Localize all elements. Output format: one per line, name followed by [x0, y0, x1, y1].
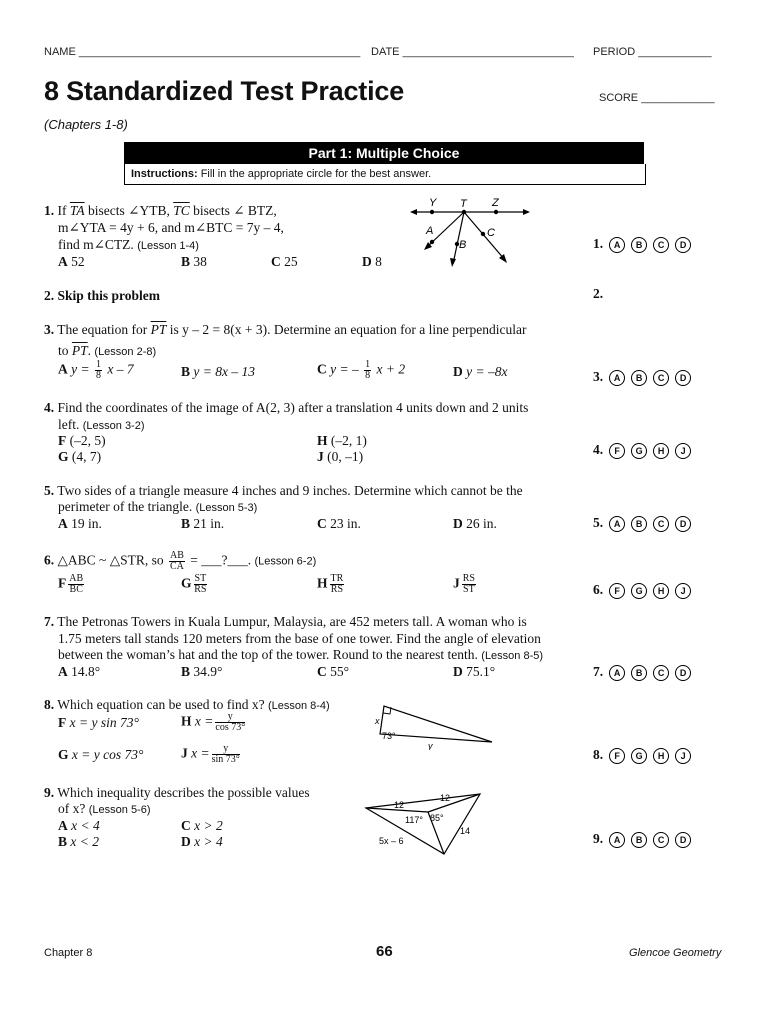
question-text: If — [57, 203, 67, 218]
score-blank: ____________ — [641, 92, 715, 104]
answer-row-1 — [593, 236, 691, 253]
segment-ta: $\overline{TA}$ — [69, 203, 85, 218]
arrow-icon — [450, 258, 456, 267]
label-angle: 117° — [405, 815, 423, 825]
answer-bubble[interactable]: G — [631, 583, 647, 599]
choice-text: y = 8x – 13 — [193, 364, 255, 379]
choice-letter: G — [58, 747, 69, 762]
lesson-reference: (Lesson 5-6) — [88, 804, 151, 816]
choice-letter: F — [58, 433, 67, 448]
answer-bubble[interactable]: C — [653, 516, 669, 532]
fraction-numerator: 1 — [95, 359, 101, 370]
choice-text: y = — [71, 361, 90, 377]
label-x: x — [375, 716, 380, 726]
fraction-denominator: BC — [69, 584, 83, 595]
fraction — [462, 574, 476, 595]
answer-bubble[interactable]: B — [631, 516, 647, 532]
score-field[interactable] — [599, 92, 715, 104]
choice-text: x = y sin 73° — [69, 715, 139, 730]
question-text: The equation for — [57, 322, 148, 337]
choice-text: x < 2 — [70, 834, 99, 849]
choice-f — [58, 574, 86, 595]
choice-letter: F — [58, 715, 67, 730]
choice-letter: J — [181, 745, 188, 761]
choice-h — [181, 712, 247, 733]
choice-letter: J — [317, 449, 324, 464]
question-text: m∠YTA = 4y + 6, and m∠BTC = 7y – 4, — [58, 220, 284, 235]
question-text: = ___?___. — [190, 552, 252, 568]
answer-number: 9. — [593, 831, 604, 846]
choice-text: 38 — [193, 254, 207, 269]
answer-number: 7. — [593, 664, 604, 679]
lesson-reference: (Lesson 6-2) — [254, 555, 317, 568]
answer-bubble[interactable]: B — [631, 832, 647, 848]
choice-b — [181, 254, 207, 271]
fraction — [68, 574, 84, 595]
answer-bubble[interactable]: G — [631, 748, 647, 764]
choice-letter: A — [58, 516, 68, 531]
choice-b — [181, 664, 222, 681]
label-y: Y — [429, 197, 437, 209]
fraction-denominator: cos 73° — [215, 722, 246, 733]
point-t — [462, 210, 466, 214]
answer-row-2 — [593, 286, 603, 302]
choice-letter: A — [58, 361, 68, 377]
choice-letter: D — [453, 664, 463, 679]
answer-bubble[interactable]: F — [609, 583, 625, 599]
answer-bubble[interactable]: B — [631, 665, 647, 681]
choice-j — [453, 574, 478, 595]
answer-bubble[interactable]: A — [609, 516, 625, 532]
question-text: perimeter of the triangle. — [58, 499, 193, 514]
choice-text: 52 — [71, 254, 85, 269]
question-text: The Petronas Towers in Kuala Lumpur, Malaysia, are 452 meters tall. A woman who is — [57, 614, 527, 629]
point-z — [494, 210, 498, 214]
fraction — [169, 551, 185, 572]
choice-letter: D — [453, 364, 463, 379]
answer-bubble[interactable]: A — [609, 832, 625, 848]
fraction-denominator: RS — [330, 584, 344, 595]
date-field[interactable] — [371, 46, 574, 58]
fraction — [215, 712, 245, 733]
date-blank: ____________________________ — [402, 46, 574, 58]
page-subtitle: (Chapters 1-8) — [44, 117, 128, 132]
answer-row-7 — [593, 664, 691, 681]
choice-b — [181, 364, 255, 381]
question-text: Two sides of a triangle measure 4 inches and 9 inches. Determine which cannot be the — [57, 483, 523, 498]
choice-letter: D — [362, 254, 372, 269]
ray-tc — [464, 212, 505, 260]
question-text: Which equation can be used to find x? — [57, 697, 265, 712]
label-angle: 73° — [382, 731, 396, 741]
arrow-icon — [499, 254, 507, 263]
question-text: △ABC ~ △STR, so — [57, 552, 164, 568]
choice-text: 26 in. — [466, 516, 497, 531]
answer-bubble[interactable]: D — [675, 237, 691, 253]
question-number: 8. — [44, 697, 55, 712]
choice-text: (0, –1) — [327, 449, 364, 464]
fraction — [212, 744, 240, 765]
choice-d — [453, 516, 497, 533]
label-angle: 85° — [430, 813, 444, 823]
fraction-numerator: AB — [69, 573, 84, 584]
name-label: NAME — [44, 46, 76, 58]
question-text: 1.75 meters tall stands 120 meters from the base of one tower. Find the angle of elevation — [58, 631, 541, 646]
label-a: A — [426, 225, 434, 237]
choice-text: (4, 7) — [71, 449, 102, 464]
choice-text: 8 — [375, 254, 382, 269]
question-text: find m∠CTZ. — [58, 237, 134, 252]
period-field[interactable] — [593, 46, 712, 58]
choice-letter: G — [58, 449, 69, 464]
choice-text: x = y cos 73° — [71, 747, 144, 762]
fraction-denominator: RS — [194, 584, 207, 595]
answer-bubble[interactable]: D — [675, 665, 691, 681]
label-side: 12 — [440, 793, 451, 803]
name-field[interactable] — [44, 46, 360, 58]
point-c — [481, 232, 485, 236]
date-label: DATE — [371, 46, 400, 58]
choice-c — [181, 818, 223, 835]
choice-text: y = –8x — [466, 364, 508, 379]
choice-f — [58, 433, 106, 450]
question-number: 6. — [44, 552, 55, 568]
answer-bubble[interactable]: G — [631, 443, 647, 459]
choice-a — [58, 516, 102, 533]
choice-letter: C — [317, 516, 327, 531]
question-2 — [44, 288, 160, 305]
choice-a — [58, 818, 100, 835]
right-triangle-figure — [372, 700, 498, 750]
answer-bubble[interactable]: D — [675, 370, 691, 386]
point-a — [430, 240, 434, 244]
answer-bubble[interactable]: J — [675, 443, 691, 459]
answer-bubble[interactable]: C — [653, 832, 669, 848]
answer-row-8 — [593, 747, 691, 764]
question-text: Skip this problem — [57, 288, 161, 303]
choice-d — [453, 664, 495, 681]
answer-number: 2. — [593, 286, 604, 301]
fraction — [194, 574, 208, 595]
fraction-numerator: RS — [462, 573, 475, 584]
choice-text: x = — [194, 713, 214, 729]
footer-chapter: Chapter 8 — [44, 947, 93, 959]
fraction-denominator: 8 — [365, 370, 371, 381]
answer-bubble[interactable]: C — [653, 370, 669, 386]
answer-number: 8. — [593, 747, 604, 762]
score-label: SCORE — [599, 92, 639, 104]
choice-letter: G — [181, 575, 192, 591]
quadrilateral-figure — [362, 786, 492, 858]
fraction-numerator: 1 — [365, 359, 371, 370]
choice-letter: H — [181, 713, 192, 729]
arrow-right-icon — [523, 209, 530, 215]
choice-text: 23 in. — [330, 516, 361, 531]
lesson-reference: (Lesson 8-4) — [267, 700, 330, 712]
choice-letter: D — [181, 834, 191, 849]
question-number: 9. — [44, 785, 55, 800]
question-5 — [44, 483, 523, 500]
instructions-label: Instructions: — [131, 168, 198, 180]
lesson-reference: (Lesson 8-5) — [481, 650, 544, 662]
answer-bubble[interactable]: D — [675, 516, 691, 532]
question-9 — [44, 785, 310, 802]
label-b: B — [459, 239, 467, 251]
answer-number: 3. — [593, 369, 604, 384]
answer-bubble[interactable]: H — [653, 748, 669, 764]
choice-text: y = – — [330, 361, 359, 377]
choice-a — [58, 664, 100, 681]
choice-letter: B — [181, 664, 191, 679]
lesson-reference: (Lesson 3-2) — [82, 420, 145, 432]
choice-g — [58, 747, 143, 764]
choice-letter: H — [317, 575, 328, 591]
answer-bubble[interactable]: H — [653, 583, 669, 599]
question-text: left. — [58, 417, 80, 432]
answer-bubble[interactable]: D — [675, 832, 691, 848]
question-text-line — [58, 417, 145, 435]
angle-bisector-figure — [400, 192, 535, 272]
answer-bubble[interactable]: B — [631, 237, 647, 253]
choice-c — [271, 254, 298, 271]
choice-text: x + 2 — [376, 361, 406, 377]
choice-j — [181, 744, 242, 765]
question-text-line — [58, 499, 257, 517]
lesson-reference: (Lesson 1-4) — [137, 240, 199, 252]
footer-publisher: Glencoe Geometry — [629, 947, 722, 959]
fraction-numerator: y — [212, 744, 240, 755]
instructions-text: Fill in the appropriate circle for the best answer. — [200, 168, 432, 180]
choice-letter: B — [181, 254, 191, 269]
choice-j — [317, 449, 363, 466]
part-heading: Part 1: Multiple Choice — [124, 142, 644, 164]
answer-bubble[interactable]: C — [653, 665, 669, 681]
answer-bubble[interactable]: F — [609, 748, 625, 764]
answer-number: 6. — [593, 582, 604, 597]
question-1 — [44, 203, 277, 220]
segment-pt: $\overline{PT}$ — [150, 322, 167, 337]
choice-d — [181, 834, 223, 851]
question-number: 3. — [44, 322, 55, 337]
answer-bubble[interactable]: B — [631, 370, 647, 386]
choice-text: 14.8° — [71, 664, 101, 679]
answer-number: 5. — [593, 515, 604, 530]
question-number: 5. — [44, 483, 55, 498]
choice-text: x < 4 — [71, 818, 100, 833]
choice-text: x > 2 — [194, 818, 223, 833]
choice-text: x = — [191, 745, 210, 761]
choice-g — [58, 449, 101, 466]
choice-c — [317, 360, 405, 381]
choice-letter: D — [453, 516, 463, 531]
answer-row-6 — [593, 582, 691, 599]
fraction-numerator: AB — [169, 550, 184, 561]
question-text: to — [58, 343, 69, 358]
period: . — [87, 343, 92, 358]
choice-c — [317, 664, 349, 681]
choice-f — [58, 715, 139, 732]
question-text: between the woman’s hat and the top of the tower. Round to the nearest tenth. — [58, 647, 478, 662]
choice-letter: A — [58, 254, 68, 269]
question-6 — [44, 551, 316, 572]
label-side: 5x – 6 — [379, 836, 404, 846]
question-number: 2. — [44, 288, 55, 303]
answer-number: 4. — [593, 442, 604, 457]
answer-bubble[interactable]: A — [609, 237, 625, 253]
triangle — [380, 706, 492, 742]
answer-row-4 — [593, 442, 691, 459]
label-side: 14 — [460, 826, 471, 836]
fraction-numerator: ST — [194, 573, 207, 584]
choice-text: x – 7 — [107, 361, 134, 377]
answer-bubble[interactable]: J — [675, 583, 691, 599]
choice-text: 25 — [284, 254, 298, 269]
choice-letter: J — [453, 575, 460, 591]
question-text: is y – 2 = 8(x + 3). Determine an equation for a line perpendicular — [169, 322, 527, 337]
choice-letter: H — [317, 433, 328, 448]
question-text-line — [58, 801, 151, 819]
fraction-numerator: TR — [330, 573, 344, 584]
label-c: C — [487, 227, 495, 239]
choice-text: (–2, 1) — [330, 433, 367, 448]
period-label: PERIOD — [593, 46, 636, 58]
question-7 — [44, 614, 527, 631]
label-t: T — [460, 198, 467, 210]
period-blank: ____________ — [638, 46, 712, 58]
answer-bubble[interactable]: A — [609, 665, 625, 681]
choice-letter: C — [271, 254, 281, 269]
answer-row-3 — [593, 369, 691, 386]
answer-row-5 — [593, 515, 691, 532]
choice-g — [181, 574, 209, 595]
point-y — [430, 210, 434, 214]
question-number: 4. — [44, 400, 55, 415]
page-number: 66 — [376, 943, 393, 960]
answer-bubble[interactable]: C — [653, 237, 669, 253]
choice-letter: B — [58, 834, 68, 849]
question-3 — [44, 322, 527, 339]
choice-d — [453, 364, 507, 381]
choice-text: (–2, 5) — [69, 433, 106, 448]
question-text-line — [58, 647, 543, 665]
choice-h — [317, 574, 346, 595]
lesson-reference: (Lesson 5-3) — [195, 502, 258, 514]
segment-pt: $\overline{PT}$ — [71, 343, 88, 358]
question-4 — [44, 400, 528, 417]
choice-b — [58, 834, 99, 851]
choice-letter: C — [317, 361, 327, 377]
question-text: bisects ∠ BTZ, — [193, 203, 277, 218]
choice-letter: A — [58, 818, 68, 833]
label-side: 12 — [394, 800, 405, 810]
lesson-reference: (Lesson 2-8) — [94, 346, 157, 358]
choice-d — [362, 254, 382, 271]
question-number: 1. — [44, 203, 55, 218]
choice-letter: F — [58, 575, 67, 591]
answer-bubble[interactable]: H — [653, 443, 669, 459]
choice-text: 21 in. — [193, 516, 225, 531]
choice-c — [317, 516, 361, 533]
fraction — [330, 574, 345, 595]
choice-text: x > 4 — [194, 834, 223, 849]
fraction — [364, 360, 371, 381]
fraction-denominator: CA — [169, 561, 184, 572]
answer-bubble[interactable]: A — [609, 370, 625, 386]
fraction — [95, 360, 102, 381]
fraction-denominator: sin 73° — [211, 754, 240, 765]
answer-bubble[interactable]: F — [609, 443, 625, 459]
question-text-line — [58, 237, 199, 255]
question-number: 7. — [44, 614, 55, 629]
choice-letter: A — [58, 664, 68, 679]
fraction-denominator: 8 — [95, 370, 101, 381]
name-blank: ______________________________________________ — [78, 46, 361, 58]
choice-text: 34.9° — [193, 664, 223, 679]
question-text: Find the coordinates of the image of A(2, 3) after a translation 4 units down and 2 units — [57, 400, 529, 415]
label-z: Z — [492, 197, 499, 209]
label-y: y — [428, 741, 433, 750]
choice-text: 75.1° — [466, 664, 496, 679]
choice-h — [317, 433, 367, 450]
page-title: 8 Standardized Test Practice — [44, 76, 405, 106]
choice-letter: B — [181, 516, 191, 531]
arrow-left-icon — [410, 209, 417, 215]
choice-a — [58, 254, 85, 271]
choice-letter: B — [181, 364, 191, 379]
question-text: bisects ∠YTB, — [88, 203, 170, 218]
fraction-numerator: y — [215, 712, 245, 723]
answer-number: 1. — [593, 236, 604, 251]
ray-tb — [453, 212, 467, 264]
choice-b — [181, 516, 224, 533]
choice-text: 55° — [330, 664, 350, 679]
choice-letter: C — [181, 818, 191, 833]
question-text-line — [58, 343, 156, 361]
choice-letter: C — [317, 664, 327, 679]
instructions-box — [124, 164, 646, 185]
answer-row-9 — [593, 831, 691, 848]
fraction-denominator: ST — [463, 584, 475, 595]
question-text: Which inequality describes the possible values — [57, 785, 310, 800]
choice-text: 19 in. — [71, 516, 102, 531]
answer-bubble[interactable]: J — [675, 748, 691, 764]
question-text: of x? — [58, 801, 86, 816]
segment-tc: $\overline{TC}$ — [173, 203, 190, 218]
choice-a — [58, 360, 134, 381]
